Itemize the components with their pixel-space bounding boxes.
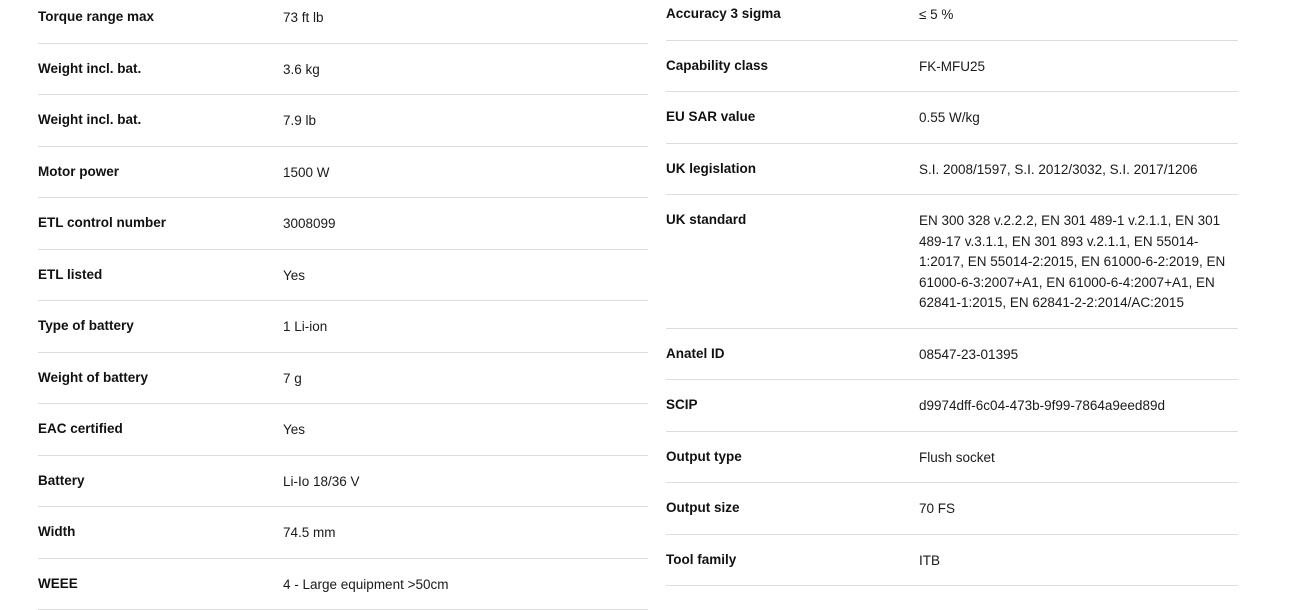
spec-value: EN 300 328 v.2.2.2, EN 301 489-1 v.2.1.1, EN 301 489-17 v.3.1.1, EN 301 893 v.2.1.1, EN 55014-1:2017, EN 55014-2:2015, EN 61000-6-2:2019, EN 61000-6-3:2007+A1, EN 61000-6-4:2007+A1, EN 62841-1:2015, EN 62841-2-2:2014/AC:2015 — [919, 213, 1226, 311]
spec-label: Type of battery — [38, 318, 134, 334]
table-row — [38, 353, 648, 405]
table-row — [666, 432, 1238, 484]
spec-label: WEEE — [38, 575, 78, 591]
spec-value: 4 - Large equipment >50cm — [283, 576, 449, 592]
spec-label: Weight of battery — [38, 369, 149, 385]
table-row — [666, 483, 1238, 535]
table-row — [38, 507, 648, 559]
spec-label: Output size — [666, 500, 740, 516]
spec-value: 0.55 W/kg — [919, 110, 980, 126]
table-row — [38, 301, 648, 353]
spec-label: Torque range max — [38, 9, 155, 24]
spec-label: SCIP — [666, 397, 698, 413]
spec-label: Output type — [666, 448, 742, 464]
spec-label: Anatel ID — [666, 345, 725, 361]
spec-value: FK-MFU25 — [919, 58, 986, 74]
spec-label: Tool family — [666, 551, 737, 567]
spec-value: Li-Io 18/36 V — [283, 473, 360, 489]
table-row — [38, 0, 648, 44]
spec-label: Accuracy 3 sigma — [666, 6, 781, 21]
table-row — [38, 147, 648, 199]
spec-column-right — [666, 0, 1238, 610]
table-row — [38, 404, 648, 456]
spec-value: 74.5 mm — [283, 525, 336, 541]
spec-value: S.I. 2008/1597, S.I. 2012/3032, S.I. 2017/1206 — [919, 161, 1198, 177]
spec-value: ITB — [919, 552, 941, 568]
spec-label: Motor power — [38, 163, 119, 179]
table-row — [38, 198, 648, 250]
table-row — [38, 250, 648, 302]
spec-value: 1 Li-ion — [283, 319, 328, 335]
spec-label: EU SAR value — [666, 109, 756, 125]
spec-label: ETL listed — [38, 266, 103, 282]
spec-label: Weight incl. bat. — [38, 60, 142, 76]
spec-label: Width — [38, 524, 76, 540]
table-row — [666, 92, 1238, 144]
spec-value: 08547-23-01395 — [919, 346, 1019, 362]
spec-label: UK legislation — [666, 160, 757, 176]
spec-column-left — [38, 0, 648, 610]
spec-value: 7.9 lb — [283, 113, 317, 129]
spec-value: d9974dff-6c04-473b-9f99-7864a9eed89d — [919, 398, 1165, 414]
spec-value: Flush socket — [919, 449, 995, 465]
spec-value: 3.6 kg — [283, 61, 320, 77]
spec-value: ≤ 5 % — [919, 7, 954, 22]
table-row — [666, 535, 1238, 587]
spec-value: 73 ft lb — [283, 10, 324, 25]
table-row — [38, 559, 648, 610]
spec-value: 7 g — [283, 370, 302, 386]
spec-value: 70 FS — [919, 501, 956, 517]
table-row — [666, 41, 1238, 93]
table-row — [666, 329, 1238, 381]
spec-value: 1500 W — [283, 164, 330, 180]
spec-value: Yes — [283, 422, 306, 438]
spec-label: Capability class — [666, 57, 769, 73]
spec-label: EAC certified — [38, 421, 123, 437]
spec-label: Battery — [38, 472, 85, 488]
spec-label: Weight incl. bat. — [38, 112, 142, 128]
table-row — [38, 95, 648, 147]
table-row — [38, 456, 648, 508]
spec-label: ETL control number — [38, 215, 167, 231]
table-row — [666, 380, 1238, 432]
spec-label: UK standard — [666, 212, 747, 228]
spec-value: 3008099 — [283, 216, 336, 232]
spec-value: Yes — [283, 267, 306, 283]
table-row — [666, 144, 1238, 196]
table-row — [666, 0, 1238, 41]
table-row — [38, 44, 648, 96]
table-row — [666, 195, 1238, 329]
